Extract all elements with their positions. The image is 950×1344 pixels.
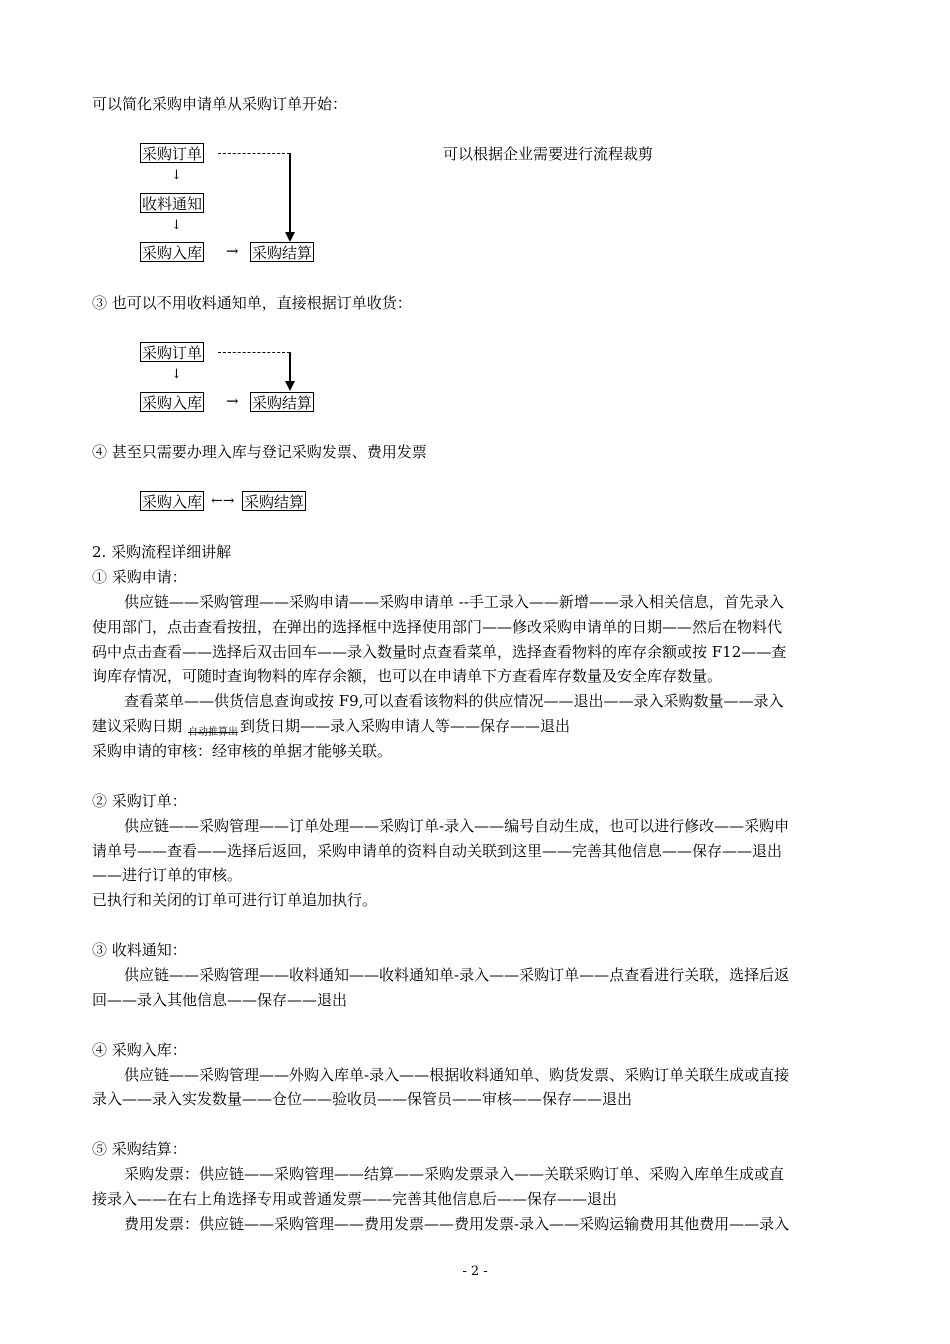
s1-line: 询库存情况，可随时查询物料的库存余额，也可以在申请单下方查看库存数量及安全库存数量。 xyxy=(92,667,723,685)
arrow-both-icon: ←→ xyxy=(211,493,235,509)
s4-title: ④ 采购入库： xyxy=(92,1041,187,1059)
arrow-right-icon: → xyxy=(226,242,239,260)
arrow-down-icon xyxy=(285,381,295,391)
arrow-down-icon xyxy=(285,232,295,242)
s1-title: ① 采购申请： xyxy=(92,568,187,586)
s3-title: ③ 收料通知： xyxy=(92,941,187,959)
box-settlement: 采购结算 xyxy=(252,394,313,412)
box-settlement: 采购结算 xyxy=(252,244,313,262)
strikethrough-note: 自动推算出 xyxy=(188,727,239,738)
flow-note: 可以根据企业需要进行流程裁剪 xyxy=(443,145,654,163)
s5-line: 费用发票：供应链——采购管理——费用发票——费用发票-录入——采购运输费用其他费用——录入 xyxy=(124,1215,790,1233)
s5-line: 接录入——在右上角选择专用或普通发票——完善其他信息后——保存——退出 xyxy=(92,1190,618,1208)
s1-line: 使用部门，点击查看按扭，在弹出的选择框中选择使用部门——修改采购申请单的日期——然后在物料代 xyxy=(92,618,783,636)
s1-line: 码中点击查看——选择后双击回车——录入数量时点查看菜单，选择查看物料的库存余额或按 F12——查 xyxy=(92,643,787,661)
s1-line xyxy=(92,716,570,739)
s3-line: 供应链——采购管理——收料通知——收料通知单-录入——采购订单——点查看进行关联，选择后返 xyxy=(124,966,790,984)
dashed-connector xyxy=(218,153,290,154)
vertical-connector xyxy=(289,352,291,382)
page-number: - 2 - xyxy=(462,1264,488,1279)
section-heading: 2. 采购流程详细讲解 xyxy=(92,543,232,561)
box-warehouse-in: 采购入库 xyxy=(142,493,203,511)
box-warehouse-in: 采购入库 xyxy=(142,244,203,262)
s1-audit: 采购申请的审核：经审核的单据才能够关联。 xyxy=(92,742,393,760)
s1-line: 查看菜单——供货信息查询或按 F9,可以查看该物料的供应情况——退出——录入采购数量——录入 xyxy=(124,692,784,710)
box-settlement: 采购结算 xyxy=(244,493,305,511)
arrow-down-icon: ↓ xyxy=(171,367,182,382)
s1-text: 建议采购日期 xyxy=(92,717,183,735)
s2-line: 请单号——查看——选择后返回，采购申请单的资料自动关联到这里——完善其他信息——保存——退出 xyxy=(92,842,783,860)
box-warehouse-in: 采购入库 xyxy=(142,394,203,412)
box-purchase-order: 采购订单 xyxy=(142,145,203,163)
s2-line: ——进行订单的审核。 xyxy=(92,866,243,884)
s1-line: 供应链——采购管理——采购申请——采购申请单 --手工录入——新增——录入相关信息，首先录入 xyxy=(124,593,784,611)
s1-text: 到货日期——录入采购申请人等——保存——退出 xyxy=(240,717,571,735)
s2-line: 已执行和关闭的订单可进行订单追加执行。 xyxy=(92,891,378,909)
intro-text: 可以简化采购申请单从采购订单开始： xyxy=(92,95,348,113)
arrow-down-icon: ↓ xyxy=(171,168,182,183)
item3-title: ③ 也可以不用收料通知单，直接根据订单收货： xyxy=(92,294,412,312)
s5-line: 采购发票：供应链——采购管理——结算——采购发票录入——关联采购订单、采购入库单生成或直 xyxy=(124,1165,785,1183)
s4-line: 供应链——采购管理——外购入库单-录入——根据收料通知单、购货发票、采购订单关联生成或直接 xyxy=(124,1066,790,1084)
s3-line: 回——录入其他信息——保存——退出 xyxy=(92,991,348,1009)
s4-line: 录入——录入实发数量——仓位——验收员——保管员——审核——保存——退出 xyxy=(92,1090,633,1108)
s5-title: ⑤ 采购结算： xyxy=(92,1140,187,1158)
box-receipt-notice: 收料通知 xyxy=(142,195,203,213)
vertical-connector xyxy=(289,153,291,233)
s2-line: 供应链——采购管理——订单处理——采购订单-录入——编号自动生成，也可以进行修改——采购申 xyxy=(124,817,790,835)
s2-title: ② 采购订单： xyxy=(92,792,187,810)
box-purchase-order: 采购订单 xyxy=(142,344,203,362)
item4-title: ④ 甚至只需要办理入库与登记采购发票、费用发票 xyxy=(92,443,427,461)
arrow-down-icon: ↓ xyxy=(171,218,182,233)
arrow-right-icon: → xyxy=(226,392,239,410)
dashed-connector xyxy=(218,352,290,353)
